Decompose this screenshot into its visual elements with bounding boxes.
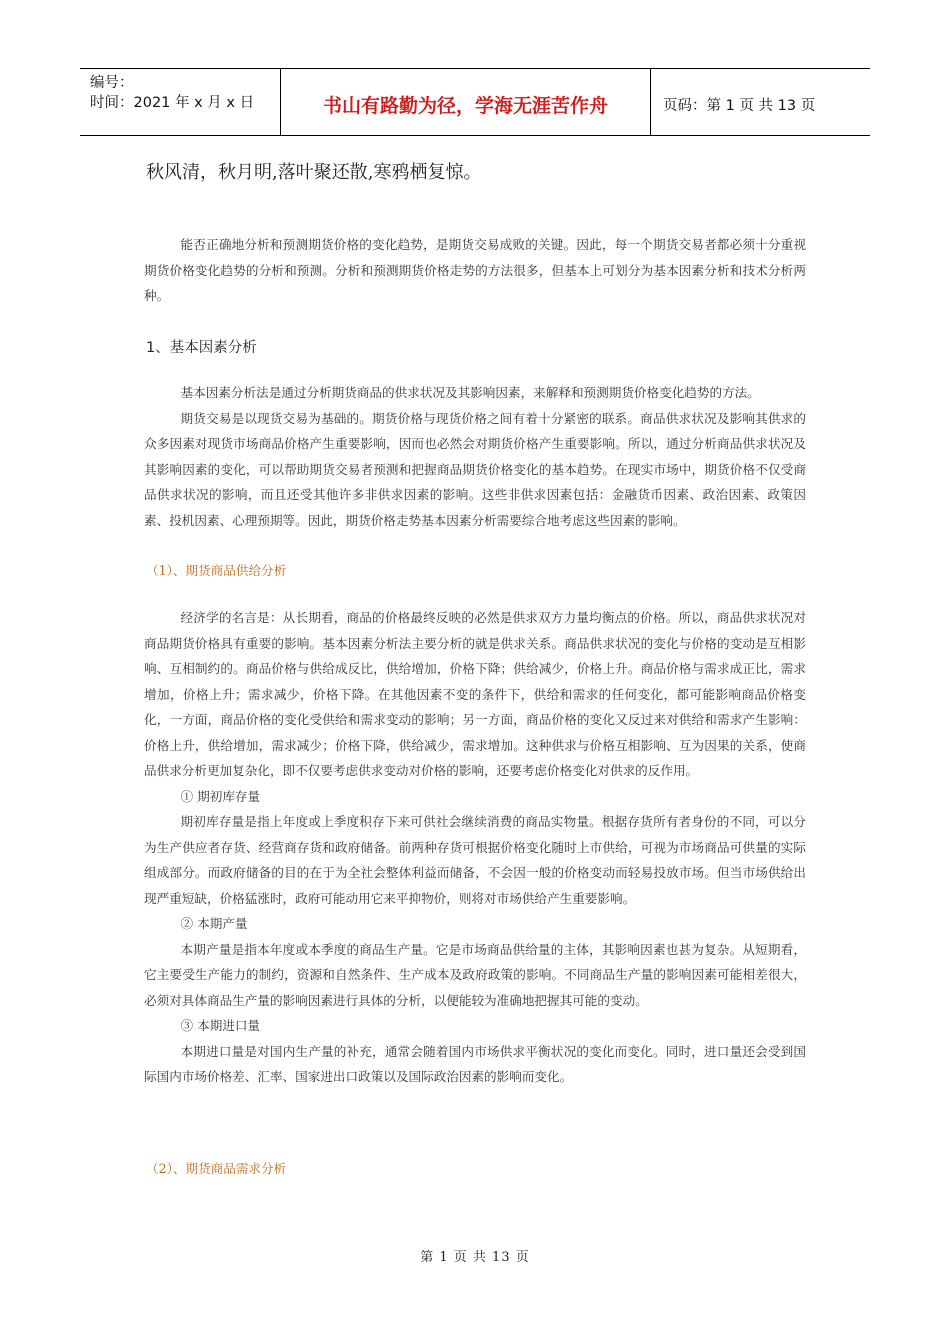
subsection-heading-demand: （2）、期货商品需求分析	[146, 1161, 287, 1176]
section1-paragraph-1: 基本因素分析法是通过分析期货商品的供求状况及其影响因素，来解释和预测期货价格变化趋势的方法。	[180, 385, 760, 400]
subsection-heading-supply: （1）、期货商品供给分析	[146, 563, 287, 578]
section1-block	[144, 380, 806, 533]
item-text-opening-stock: 期初库存量是指上年度或上季度积存下来可供社会继续消费的商品实物量。根据存货所有者身份的不同，可以分为生产供应者存货、经营商存货和政府储备。前两种存货可根据价格变化随时上市供给，可视为市场商品可供量的实际组成部分。而政府储备的目的在于为全社会整体利益而储备，不会因一般的价格变动而轻易投放市场。但当市场供给出现严重短缺，价格猛涨时，政府可能动用它来平抑物价，则将对市场供给产生重要影响。	[144, 814, 806, 906]
motto: 秋风清，秋月明,落叶聚还散,寒鸦栖复惊。	[146, 162, 482, 183]
supply-block	[144, 605, 806, 1090]
item-text-current-imports: 本期进口量是对国内生产量的补充，通常会随着国内市场供求平衡状况的变化而变化。同时，进口量还会受到国际国内市场价格差、汇率、国家进出口政策以及国际政治因素的影响而变化。	[144, 1043, 806, 1084]
intro-paragraph: 能否正确地分析和预测期货价格的变化趋势，是期货交易成败的关键。因此，每一个期货交易者都必须十分重视期货价格变化趋势的分析和预测。分析和预测期货价格走势的方法很多，但基本上可划分为基本因素分析和技术分析两种。	[144, 237, 806, 303]
section1-paragraph-2: 期货交易是以现货交易为基础的。期货价格与现货价格之间有着十分紧密的联系。商品供求状况及影响其供求的众多因素对现货市场商品价格产生重要影响，因而也必然会对期货价格产生重要影响。所以，通过分析商品供求状况及其影响因素的变化，可以帮助期货交易者预测和把握商品期货价格变化的基本趋势。在现实市场中，期货价格不仅受商品供求状况的影响，而且还受其他许多非供求因素的影响。这些非供求因素包括：金融货币因素、政治因素、政策因素、投机因素、心理预期等。因此，期货价格走势基本因素分析需要综合地考虑这些因素的影响。	[144, 410, 806, 528]
header-slogan: 书山有路勤为径，学海无涯苦作舟	[281, 69, 651, 135]
item-label-opening-stock: ① 期初库存量	[180, 788, 261, 804]
item-label-current-output: ② 本期产量	[180, 916, 248, 931]
intro-block	[144, 232, 806, 309]
item-label-current-imports: ③ 本期进口量	[180, 1018, 261, 1033]
document-header	[80, 68, 870, 136]
supply-paragraph: 经济学的名言是：从长期看，商品的价格最终反映的必然是供求双方力量均衡点的价格。所以，商品供求状况对商品期货价格具有重要的影响。基本因素分析法主要分析的就是供求关系。商品供求状况的变化与价格的变动是互相影响、互相制约的。商品价格与供给成反比，供给增加，价格下降；供给减少，价格上升。商品价格与需求成正比，需求增加，价格上升；需求减少，价格下降。在其他因素不变的条件下，供给和需求的任何变化，都可能影响商品价格变化，一方面，商品价格的变化受供给和需求变动的影响；另一方面，商品价格的变化又反过来对供给和需求产生影响：价格上升，供给增加，需求减少；价格下降，供给减少，需求增加。这种供求与价格互相影响、互为因果的关系，使商品供求分析更加复杂化，即不仅要考虑供求变动对价格的影响，还要考虑价格变化对供求的反作用。	[144, 610, 806, 778]
number-label: 编号：	[90, 75, 134, 91]
item-text-current-output: 本期产量是指本年度或本季度的商品生产量。它是市场商品供给量的主体，其影响因素也甚为复杂。从短期看，它主要受生产能力的制约，资源和自然条件、生产成本及政府政策的影响。不同商品生产量的影响因素可能相差很大，必须对具体商品生产量的影响因素进行具体的分析，以便能较为准确地把握其可能的变动。	[144, 941, 806, 1008]
page-footer: 第 1 页 共 13 页	[420, 1250, 530, 1265]
time-label: 时间：2021 年 x 月 x 日	[90, 95, 255, 111]
header-meta	[80, 69, 281, 135]
section-heading: 1、基本因素分析	[146, 340, 257, 356]
header-page-label: 页码：第 1 页 共 13 页	[663, 97, 816, 114]
